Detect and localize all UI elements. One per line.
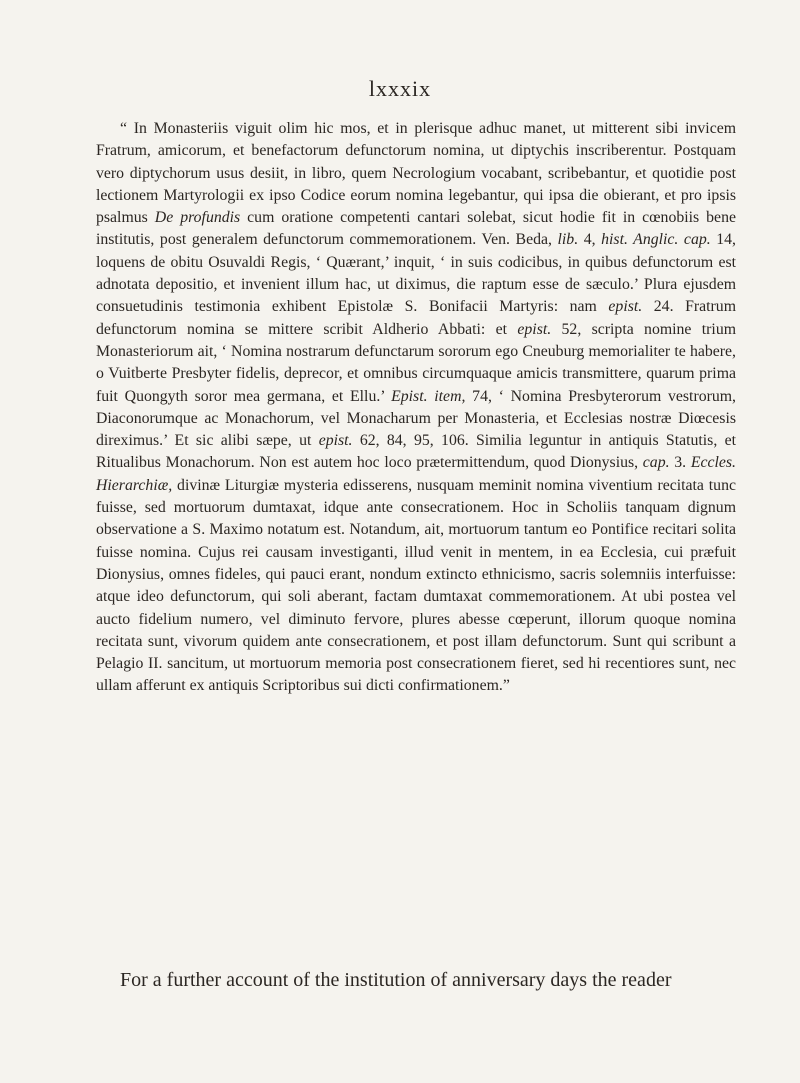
quote-text: 62, 84, 95, 106. Similia leguntur in antiquis Statutis, et Ritualibus Monachorum. Non est autem hoc loco prætermittendum, quod Dionysius, — [96, 432, 736, 472]
quote-text: 14, loquens de obitu Osuvaldi Regis, ‘ Quærant,’ inquit, ‘ in suis codicibus, in quibus defunctorum est adnotata depositio, et invenient illum hac, ut diximus, die raptum esse de sæculo.’ Plura ejusdem consuetudinis testimonia exhibent Epistolæ S. Bonifacii Martyris: nam — [96, 231, 736, 316]
quote-italic: epist. — [318, 432, 353, 450]
quote-italic: De profundis — [154, 209, 241, 227]
quote-italic: Epist. item, — [391, 387, 466, 405]
quote-italic: epist. — [517, 320, 552, 338]
page-number: lxxxix — [368, 76, 432, 101]
closing-paragraph: For a further account of the institution of anniversary days the reader — [120, 969, 672, 991]
quote-italic: Eccles. Hierarchiæ, — [96, 454, 736, 494]
quote-italic: epist. — [608, 298, 643, 316]
quote-text: 24. Fratrum defunctorum nomina se mittere scribit Aldherio Abbati: et — [96, 298, 736, 338]
quote-text: 3. — [669, 454, 691, 472]
quote-text: “ In Monasteriis viguit olim hic mos, et in plerisque adhuc manet, ut mitterent sibi invicem Fratrum, amicorum, et benefactorum defunctorum nomina, ut diptychis inscriberentur. Postquam vero diptychorum usus desiit, in libro, quem Necrologium vocabant, scribebantur, et quotidie post lectionem Martyrologii ex ipso Codice eorum nomina legebantur, qui ipsa die obierant, et pro ipsis psalmus — [96, 120, 736, 227]
quote-text: 4, — [578, 231, 602, 249]
quote-italic: lib. — [557, 231, 579, 249]
quote-italic: hist. Anglic. cap. — [601, 231, 711, 249]
quote-text: cum oratione competenti cantari solebat, sicut hodie fit in cœnobiis bene institutis, post generalem defunctorum commemorationem. Ven. Beda, — [96, 209, 736, 249]
quote-italic: cap. — [642, 454, 670, 472]
quote-text: 52, scripta nomine trium Monasteriorum ait, ‘ Nomina nostrarum defunctarum sororum ego Cneuburg memorialiter te habere, o Vuitberte Presbyter fidelis, deprecor, et omnibus circumquaque amicis transmittere, quarum prima fuit Quongyth soror mea germana, et Ellu.’ — [96, 320, 737, 405]
quote-text: divinæ Liturgiæ mysteria edisserens, nusquam meminit nomina viventium recitata tunc fuisse, sed mortuorum dumtaxat, idque ante consecrationem. Hoc in Scholiis tanquam dignum observatione a S. Maximo notatum est. Notandum, ait, mortuorum tantum eo Pontifice recitari solita fuisse nomina. Cujus rei causam investiganti, illud venit in mentem, in ea Ecclesia, cui præfuit Dionysius, omnes fideles, qui pauci erant, nondum extincto ethnicismo, sacris solemniis interfuisse: atque ideo defunctorum, qui soli aberant, factam dumtaxat commemorationem. At ubi postea vel aucto fidelium numero, vel diminuto fervore, plures abesse cœperunt, illorum quoque nomina recitata sunt, vivorum quidem ante consecrationem, et post illam defunctorum. Sunt qui scribunt a Pelagio II. sancitum, ut mortuorum memoria post consecrationem fieret, sed hi recentiores sunt, nec ullam afferunt ex antiquis Scriptoribus sui dicti confirmationem.” — [96, 476, 736, 695]
quote-text: 74, ‘ Nomina Presbyterorum vestrorum, Diaconorumque ac Monachorum, vel Monacharum per Monasteria, et Ecclesias nostræ Diœcesis direximus.’ Et sic alibi sæpe, ut — [96, 387, 737, 450]
latin-quotation — [96, 118, 736, 698]
